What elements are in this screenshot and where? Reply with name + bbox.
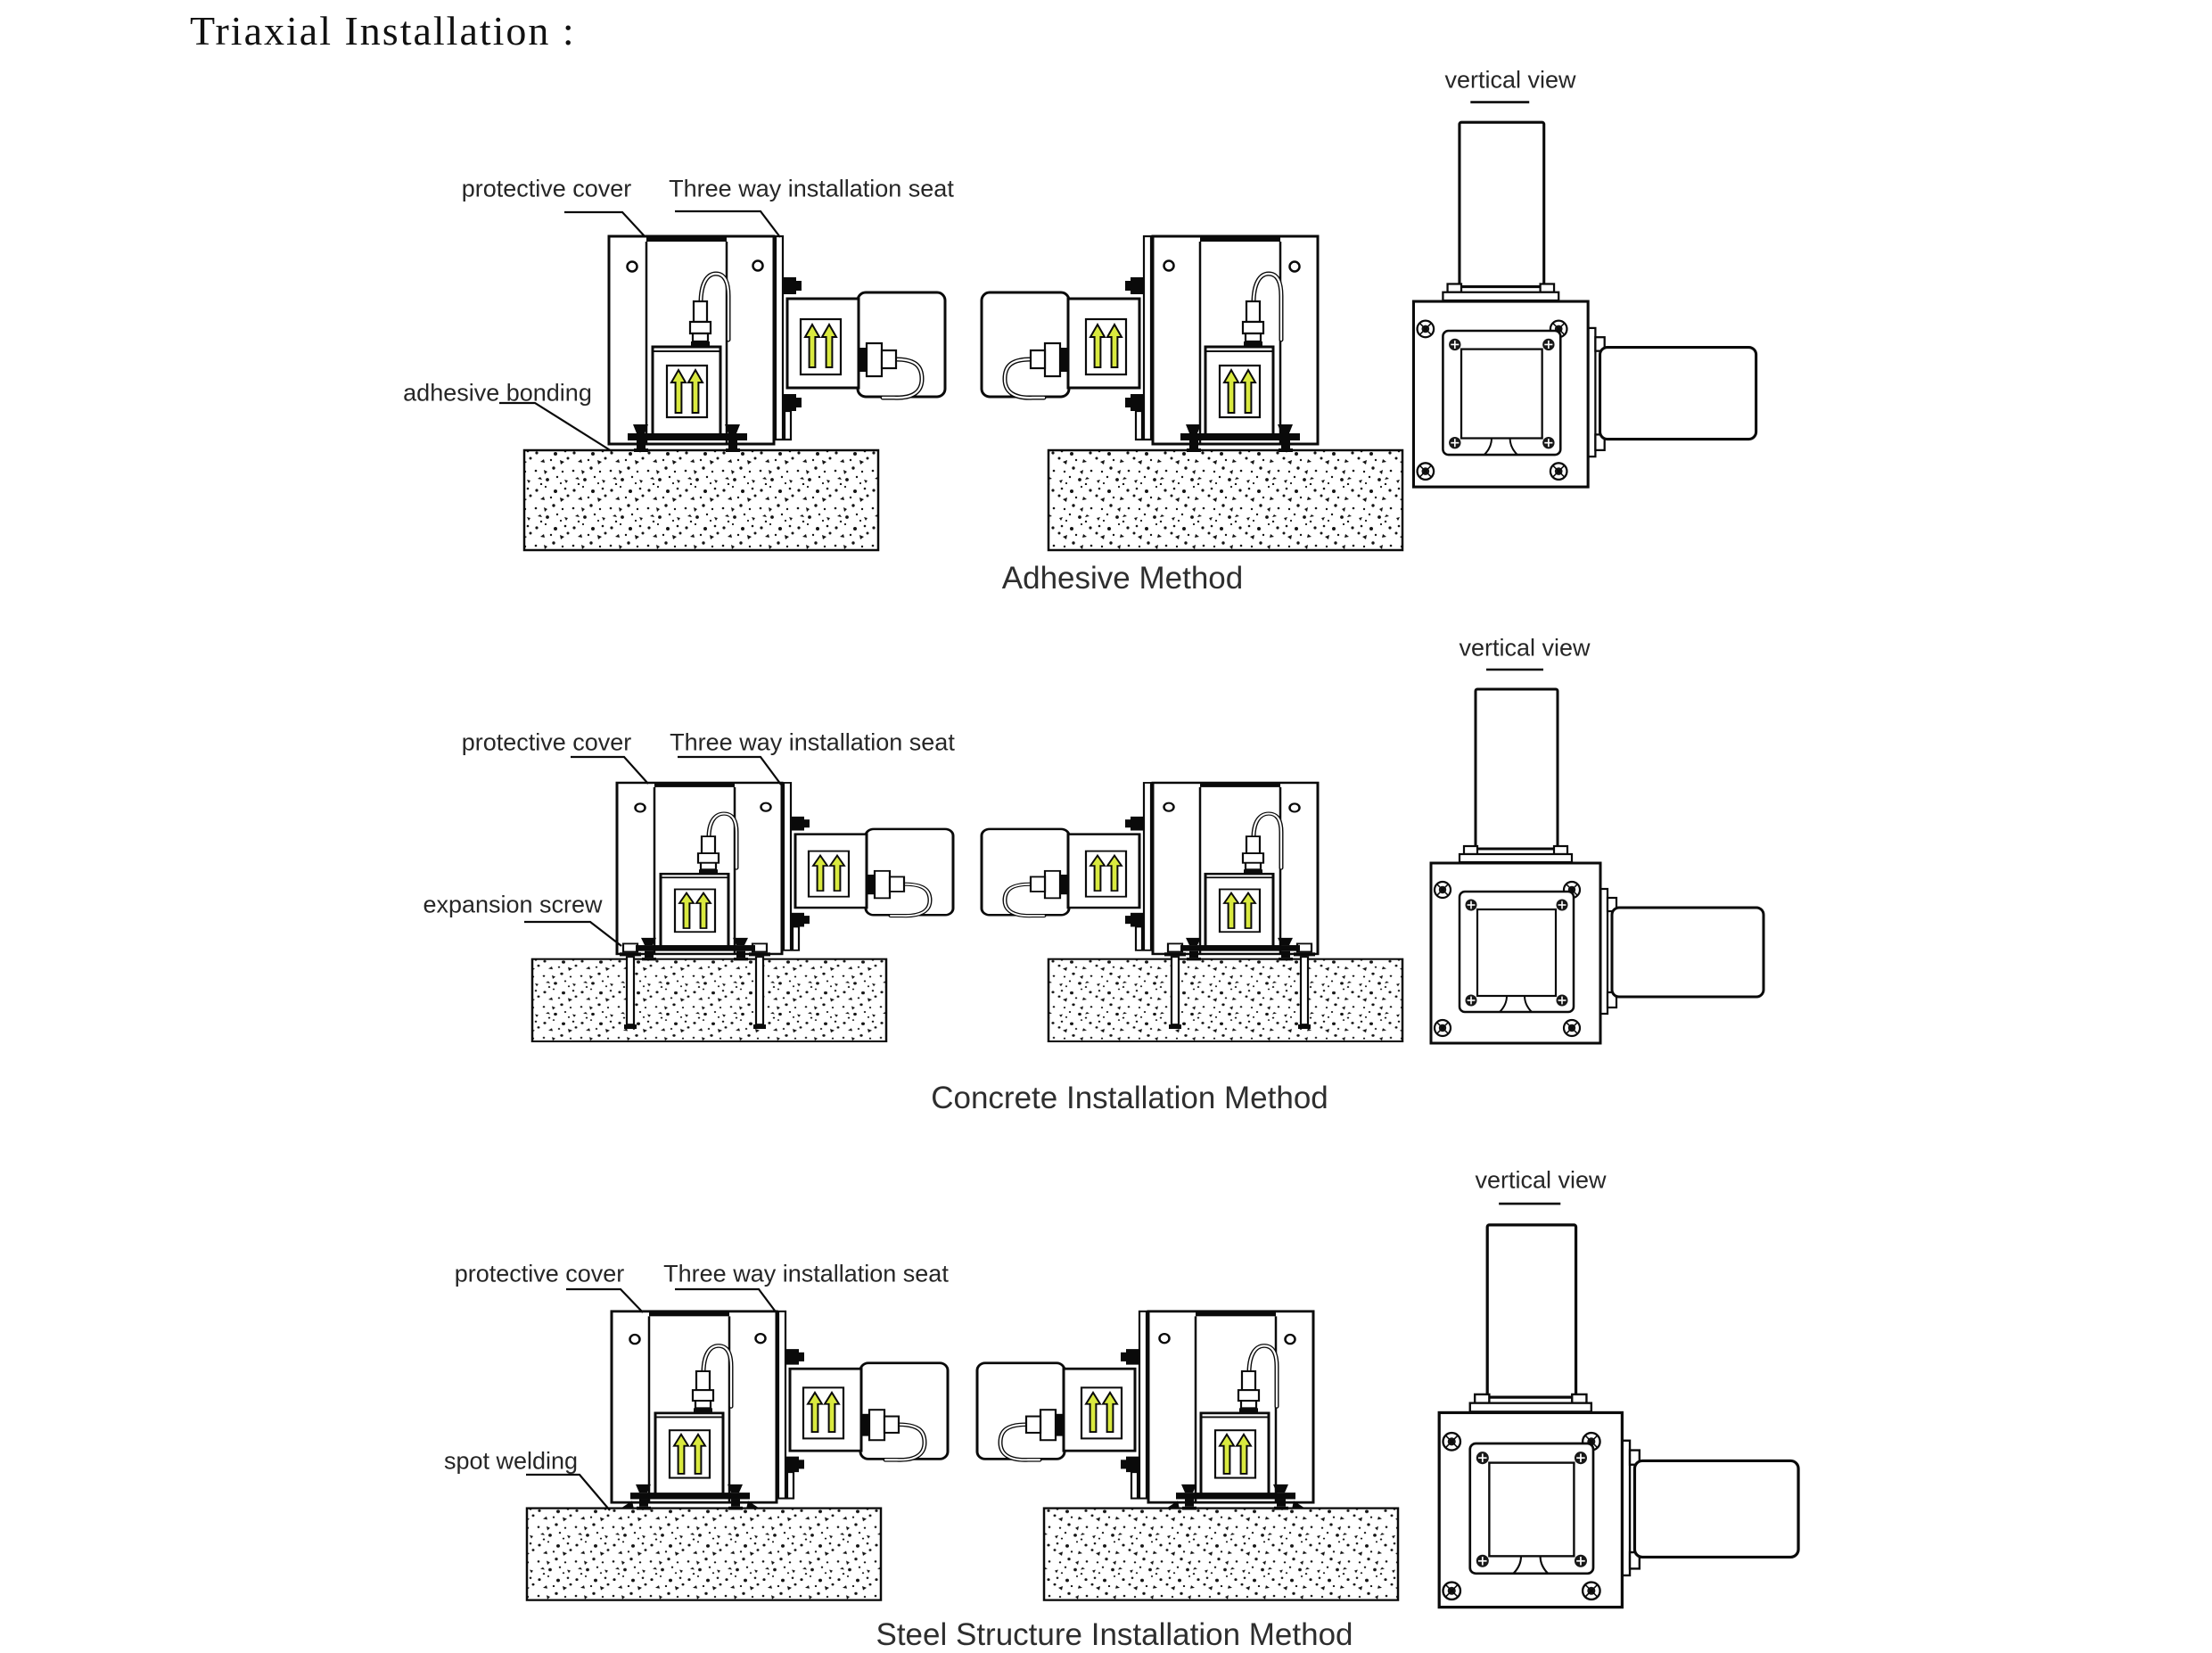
leader-protective-cover-row3 xyxy=(566,1289,643,1312)
caption-steel-method: Steel Structure Installation Method xyxy=(876,1617,1353,1652)
side-view-mirror-row3 xyxy=(977,1312,1398,1600)
side-view-mirror-row1 xyxy=(982,236,1402,550)
leader-spot-welding xyxy=(526,1475,610,1510)
label-protective-cover-row1: protective cover xyxy=(461,175,632,202)
label-adhesive-bonding: adhesive bonding xyxy=(403,379,592,407)
caption-concrete-method: Concrete Installation Method xyxy=(931,1081,1328,1115)
side-view-front-row3 xyxy=(527,1312,948,1600)
leader-protective-cover-row2 xyxy=(571,757,648,784)
leader-installation-seat-row2 xyxy=(678,757,781,785)
leader-adhesive-bonding xyxy=(499,403,612,451)
row-adhesive xyxy=(499,103,1756,550)
label-protective-cover-row3: protective cover xyxy=(454,1260,625,1287)
label-spot-welding: spot welding xyxy=(443,1447,579,1475)
row-concrete xyxy=(524,670,1764,1043)
leader-installation-seat-row1 xyxy=(675,211,780,237)
vertical-view-row3 xyxy=(1439,1204,1798,1608)
page-title: Triaxial Installation : xyxy=(190,8,576,53)
vertical-view-label-row2: vertical view xyxy=(1459,634,1591,662)
vertical-view-label-row1: vertical view xyxy=(1444,66,1576,94)
vertical-view-label-row3: vertical view xyxy=(1475,1166,1607,1194)
caption-adhesive-method: Adhesive Method xyxy=(1001,561,1244,596)
label-protective-cover-row2: protective cover xyxy=(461,728,632,756)
leader-expansion-screw xyxy=(524,922,621,946)
label-installation-seat-row3: Three way installation seat xyxy=(663,1260,949,1287)
label-expansion-screw: expansion screw xyxy=(423,891,603,918)
side-view-mirror-row2 xyxy=(982,783,1402,1041)
label-installation-seat-row1: Three way installation seat xyxy=(669,175,954,202)
leader-protective-cover-row1 xyxy=(564,212,645,236)
vertical-view-row1 xyxy=(1413,103,1756,488)
vertical-view-row2 xyxy=(1431,670,1764,1043)
label-installation-seat-row2: Three way installation seat xyxy=(670,728,955,756)
